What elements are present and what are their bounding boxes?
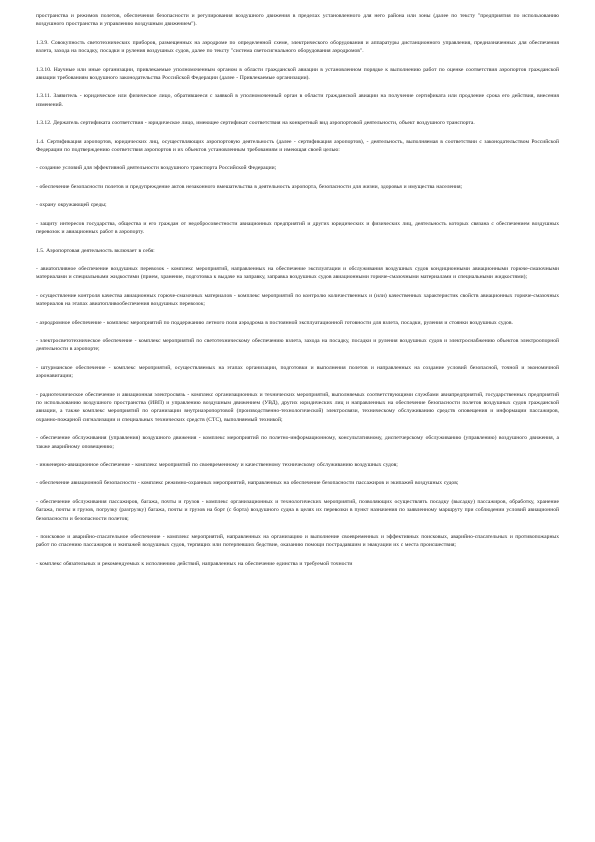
list-item-interests: - защиту интересов государства, общества и его граждан от недобросовестности авиационных предприятий и других юридических и физических лиц, деятельность которых связана с обеспечением воздушных перевозок и авиационных работ в аэропорту.	[36, 220, 559, 236]
paragraph-1-3-12: 1.3.12. Держатель сертификата соответствия - юридическое лицо, имеющее сертификат соответствия на конкретный вид аэропортовой деятельности, объект воздушного транспорта.	[36, 120, 475, 127]
list-item-fuel-quality: - осуществление контроля качества авиационных горюче-смазочных материалов - комплекс мероприятий по контролю количественных и (или) качественных характеристик свойств авиационных горюче-смазочных материалов на этапах авиатопливообеспечения воздушных перевозок;	[36, 292, 559, 308]
list-item-fuel-supply: - авиатопливное обеспечение воздушных перевозок - комплекс мероприятий, направленных на обеспечение эксплуатации и обслуживания воздушных судов кондиционными авиационными горюче-смазочными материалами и специальными жидкостями (прием, хранение, подготовка к выдаче на заправку, заправка воздушных судов авиационными горюче-смазочными материалами и специальными жидкостями);	[36, 265, 559, 281]
list-item-metrology: - комплекс обязательных и рекомендуемых к исполнению действий, направленных на обеспечение единства и требуемой точности	[36, 560, 353, 567]
list-item-radio-support: - радиотехническое обеспечение и авиационная электросвязь - комплекс организационных и технических мероприятий, выполняемых соответствующими службами авиапредприятий, государственных предприятий по использованию воздушного пространства (ИВП) и управлению воздушным движением (УВД), других юридических лиц и направленных на обеспечение безопасности полетов воздушных судов гражданской авиации, а также комплекс мероприятий по организации внутриаэропортовой (производственно-технологической) электросвязи, техническому обслуживанию средств оповещения и информации пассажиров, охранно-пожарной сигнализации и специальных технических средств (СТС), выполняемый техникой;	[36, 391, 559, 423]
list-item-traffic-control: - обеспечение обслуживания (управления) воздушного движения - комплекс мероприятий по полетно-информационному, консультативному, диспетчерскому обслуживанию (управлению) воздушного движения, а также аварийному оповещению;	[36, 435, 559, 450]
paragraph-1-5: 1.5. Аэропортовая деятельность включает в себя:	[36, 247, 155, 254]
list-item-environment: - охрану окружающей среды;	[36, 202, 107, 209]
list-item-navigation-support: - штурманское обеспечение - комплекс мероприятий, осуществляемых на этапах организации, подготовки и выполнения полетов и направленных на создание условий безопасной, точной и экономичной аэронавигации;	[36, 364, 559, 380]
list-item-search-rescue: - поисковое и аварийно-спасательное обеспечение - комплекс мероприятий, направленных на организацию и выполнение своевременных и эффективных поисковых, аварийно-спасательных и противопожарных работ по спасению пассажиров и экипажей воздушных судов, терпящих или потерпевших бедствие, оказанию помощи пострадавшим и эвакуации их с места происшествия;	[36, 534, 559, 549]
paragraph-1-3-9: 1.3.9. Совокупность светотехнических приборов, размещенных на аэродроме по определенной схеме, электрического оборудования и аппаратуры дистанционного управления, предназначенных для обеспечения взлета, захода на посадку, посадки и руления воздушных судов, далее по тексту "система светосигнального оборудования аэродромов".	[36, 39, 559, 55]
paragraph-1-3-11: 1.3.11. Заявитель - юридическое или физическое лицо, обратившееся с заявкой в уполномоченный орган в области гражданской авиации на получение сертификата или продление срока его действия, внесения изменений.	[36, 93, 559, 108]
paragraph-airspace-definition: пространства и режимов полетов, обеспечения безопасности и регулирования воздушного движения в пределах установленного для него района или зоны (далее по тексту "предприятия по использованию воздушного пространства и управлению воздушным движением").	[36, 13, 559, 28]
list-item-engineering-support: - инженерно-авиационное обеспечение - комплекс мероприятий по своевременному и качественному техническому обслуживанию воздушных судов;	[36, 462, 398, 468]
list-item-lighting-support: - электросветотехническое обеспечение - комплекс мероприятий по светотехническому обеспечению взлета, захода на посадку, посадки и руления воздушных судов и электроснабжению объектов электроопорной деятельности в аэропорте;	[36, 337, 559, 353]
list-item-aerodrome-support: - аэродромное обеспечение - комплекс мероприятий по поддержанию летного поля аэродрома в постоянной эксплуатационной готовности для взлета, посадки, руления и стоянки воздушных судов.	[36, 319, 513, 326]
paragraph-1-4: 1.4. Сертификация аэропортов, юридических лиц, осуществляющих аэропортовую деятельность (далее - сертификация аэропортов), - деятельность, выполняемая в соответствии с законодательством Российской Федерации по подтверждению соответствия аэропортов и их объектов установленным требованиям и имеющая своей целью:	[36, 138, 559, 154]
list-item-conditions: - создание условий для эффективной деятельности воздушного транспорта Российской Федерации;	[36, 165, 277, 172]
list-item-flight-safety: - обеспечение безопасности полетов и предупреждение актов незаконного вмешательства в деятельность аэропорта, безопасности для жизни, здоровья и имущества населения;	[36, 183, 463, 190]
paragraph-1-3-10: 1.3.10. Научные или иные организации, привлекаемые уполномоченным органом в области гражданской авиации в установленном порядке к выполнению работ по оценке соответствия аэропортов гражданской авиации требованиям воздушного законодательства Российской Федерации (далее - Привлекаемые организации).	[36, 66, 559, 82]
list-item-aviation-security: - обеспечение авиационной безопасности - комплекс режимно-охранных мероприятий, направленных на обеспечение безопасности пассажиров и экипажей воздушных судов;	[36, 480, 459, 487]
list-item-passenger-service: - обеспечение обслуживания пассажиров, багажа, почты и грузов - комплекс организационных и технологических мероприятий, позволяющих осуществлять посадку (высадку) пассажиров, обработку, хранение багажа, почты и грузов, погрузку (разгрузку) багажа, почты и грузов на борт (с борта) воздушного судна в целях их перевозки в пункт назначения по заявленному маршруту при соблюдении условий авиационной безопасности и безопасности полетов;	[36, 498, 559, 522]
